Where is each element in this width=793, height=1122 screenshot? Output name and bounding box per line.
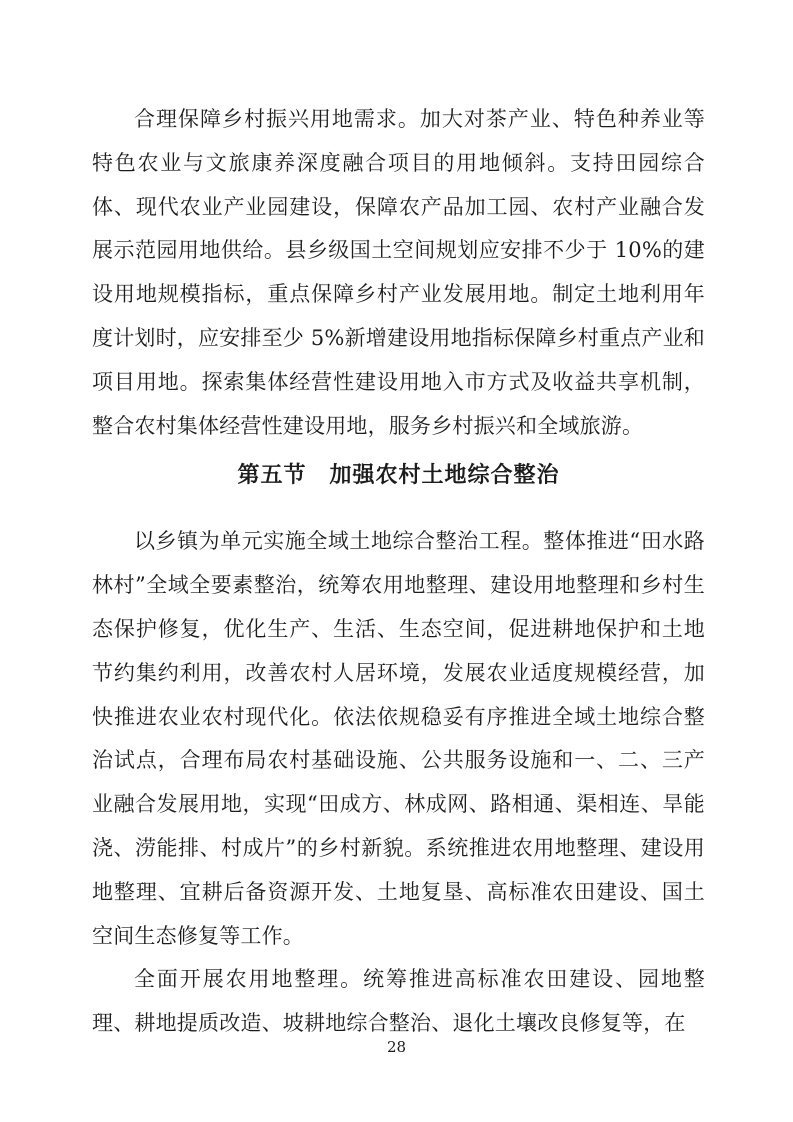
paragraph-comprehensive-improvement: 以乡镇为单元实施全域土地综合整治工程。整体推进“田水路林村”全域全要素整治，统筹农用地整理、建设用地整理和乡村生态保护修复，优化生产、生活、生态空间，促进耕地保护和土地节约集约利用，改善农村人居环境，发展农业适度规模经营，加快推进农业农村现代化。依法依规稳妥有序推进全域土地综合整治试点，合理布局农村基础设施、公共服务设施和一、二、三产业融合发展用地，实现“田成方、林成网、路相通、渠相连、旱能浇、涝能排、村成片”的乡村新貌。系统推进农用地整理、建设用地整理、宜耕后备资源开发、土地复垦、高标准农田建设、国土空间生态修复等工作。	[92, 529, 705, 948]
paragraph-land-demand: 合理保障乡村振兴用地需求。加大对茶产业、特色种养业等特色农业与文旅康养深度融合项目的用地倾斜。支持田园综合体、现代农业产业园建设，保障农产品加工园、农村产业融合发展示范园用地供给。县乡级国土空间规划应安排不少于 10%的建设用地规模指标，重点保障乡村产业发展用地。制定土地利用年度计划时，应安排至少 5%新增建设用地指标保障乡村重点产业和项目用地。探索集体经营性建设用地入市方式及收益共享机制，整合农村集体经营性建设用地，服务乡村振兴和全域旅游。	[92, 107, 705, 438]
page-content	[92, 0, 705, 1046]
page-number: 28	[386, 1038, 407, 1056]
section-heading: 第五节 加强农村土地综合整治	[237, 463, 560, 489]
paragraph-farmland-consolidation: 全面开展农用地整理。统筹推进高标准农田建设、园地整理、耕地提质改造、坡耕地综合整治、退化土壤改良修复等，在	[92, 967, 705, 1036]
